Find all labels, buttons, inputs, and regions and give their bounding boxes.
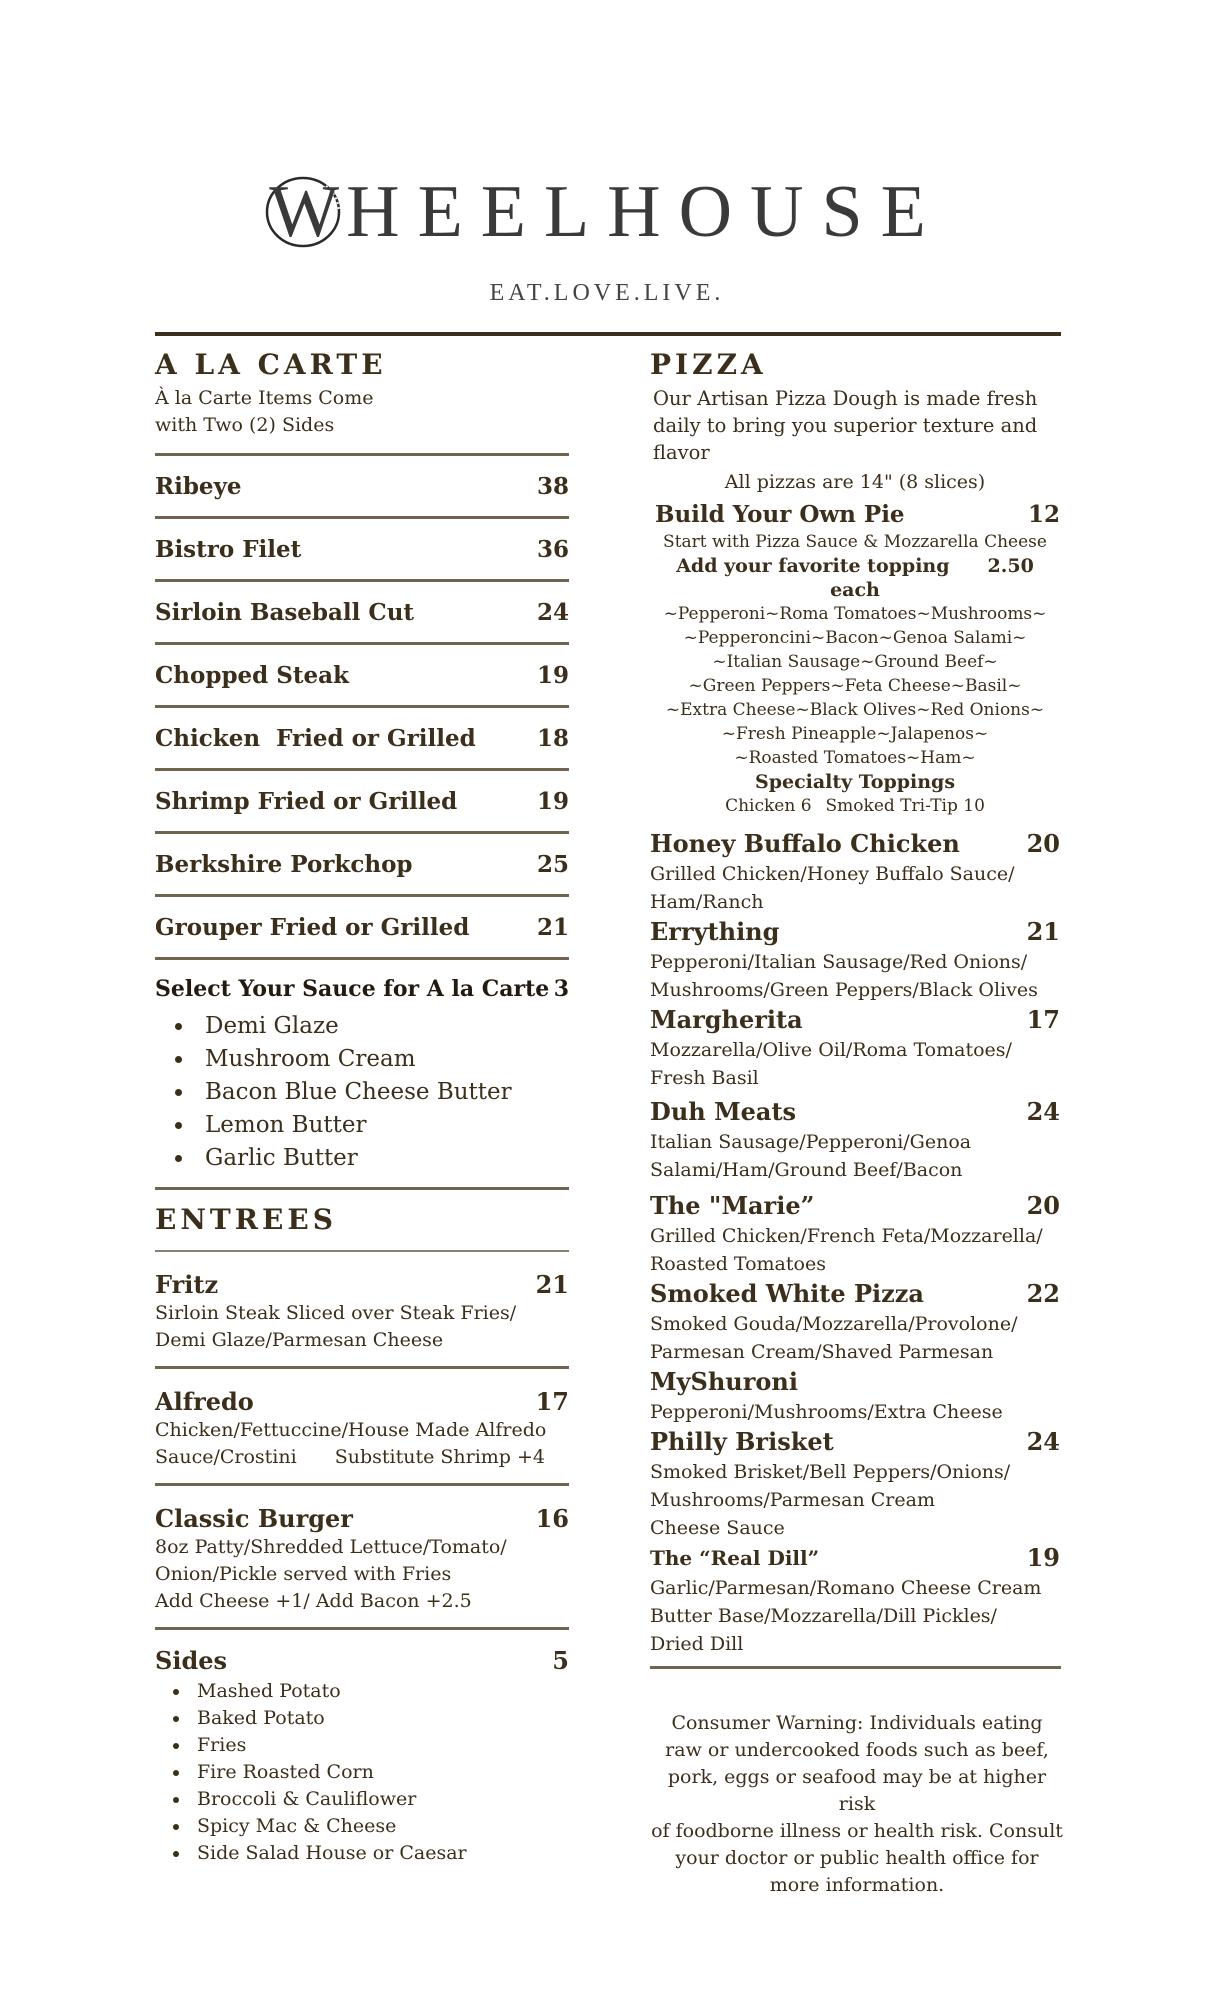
warning-line: of foodborne illness or health risk. Consult: [651, 1820, 1063, 1842]
item-name: Shrimp Fried or Grilled: [155, 787, 458, 815]
topping-line: ~Extra Cheese~Black Olives~Red Onions~: [665, 700, 1045, 720]
item-name: The "Marie”: [650, 1191, 815, 1220]
pizza-smoked-white: [650, 1278, 1060, 1366]
menu-item-sirloin: [155, 582, 569, 642]
sauce-label: Select Your Sauce for A la Carte: [155, 976, 550, 1002]
pizza-real-dill: [650, 1542, 1060, 1658]
warning-line: Consumer Warning: Individuals eating: [671, 1712, 1043, 1734]
byo-base: Start with Pizza Sauce & Mozzarella Cheese: [663, 532, 1047, 552]
sauce-option: • Bacon Blue Cheese Butter: [195, 1076, 569, 1109]
pizza-the-marie: [650, 1190, 1060, 1278]
specialty-topping: Smoked Tri-Tip 10: [825, 796, 985, 816]
pizza-margherita: [650, 1004, 1060, 1092]
menu-item-chicken: [155, 708, 569, 768]
entrees-title: ENTREES: [155, 1203, 337, 1236]
item-price: 20: [1026, 1191, 1060, 1220]
desc-line: Grilled Chicken/French Feta/Mozzarella/: [650, 1225, 1043, 1247]
item-price: 21: [535, 1270, 569, 1299]
sauce-option: • Demi Glaze: [195, 1010, 569, 1043]
desc-line: 8oz Patty/Shredded Lettuce/Tomato/: [155, 1536, 507, 1558]
pizza-intro: [650, 385, 1048, 466]
item-price: 17: [1026, 1005, 1060, 1034]
desc-line: Pepperoni/Italian Sausage/Red Onions/: [650, 951, 1028, 973]
sauce-selection-header: [155, 974, 569, 1004]
subtitle-line: with Two (2) Sides: [155, 414, 335, 436]
item-name: Alfredo: [155, 1387, 254, 1416]
divider: [155, 1187, 569, 1190]
build-your-own-header: [650, 500, 1060, 530]
item-name: The “Real Dill”: [650, 1546, 820, 1570]
desc-line: Sirloin Steak Sliced over Steak Fries/: [155, 1302, 517, 1324]
pizza-title: PIZZA: [650, 348, 767, 381]
topping-line: ~Pepperoncini~Bacon~Genoa Salami~: [683, 628, 1027, 648]
item-name: Fritz: [155, 1270, 219, 1299]
side-option: • Spicy Mac & Cheese: [191, 1813, 569, 1840]
pizza-size-note: All pizzas are 14" (8 slices): [724, 471, 986, 493]
restaurant-logo: [0, 172, 1214, 252]
entree-alfredo: [155, 1369, 569, 1483]
warning-line: more information.: [769, 1874, 945, 1896]
desc-line: Butter Base/Mozzarella/Dill Pickles/: [650, 1605, 997, 1627]
side-option: • Fire Roasted Corn: [191, 1759, 569, 1786]
desc-line: Garlic/Parmesan/Romano Cheese Cream: [650, 1577, 1042, 1599]
substitution-note: Substitute Shrimp +4: [334, 1446, 546, 1468]
item-price: 24: [1026, 1097, 1060, 1126]
menu-item-bistro-filet: [155, 519, 569, 579]
item-price: 36: [536, 535, 569, 563]
topping-price-line: [650, 554, 1060, 602]
item-description: [155, 1300, 569, 1354]
tagline: EAT.LOVE.LIVE.: [489, 280, 725, 306]
intro-line: flavor: [653, 441, 710, 464]
divider: [650, 1666, 1061, 1669]
desc-line: Fresh Basil: [650, 1067, 759, 1089]
pizza-errything: [650, 916, 1060, 1004]
item-price: 19: [536, 661, 569, 689]
desc-line: Roasted Tomatoes: [650, 1253, 826, 1275]
item-price: 21: [536, 913, 569, 941]
item-name: Sirloin Baseball Cut: [155, 598, 415, 626]
topping-line: ~Pepperoni~Roma Tomatoes~Mushrooms~: [663, 604, 1047, 624]
desc-line: Demi Glaze/Parmesan Cheese: [155, 1329, 444, 1351]
item-description: [155, 1417, 569, 1471]
left-column: [155, 345, 569, 1879]
side-option: • Broccoli & Cauliflower: [191, 1786, 569, 1813]
item-price: 19: [1026, 1543, 1060, 1572]
item-price: 18: [536, 724, 569, 752]
pizza-honey-buffalo-chicken: [650, 828, 1060, 916]
warning-line: raw or undercooked foods such as beef,: [665, 1739, 1049, 1761]
intro-line: Our Artisan Pizza Dough is made fresh: [653, 387, 1038, 410]
item-name: Errything: [650, 917, 780, 946]
specialty-topping: Chicken 6: [725, 796, 812, 816]
desc-line: Italian Sausage/Pepperoni/Genoa: [650, 1131, 972, 1153]
sauce-option: • Garlic Butter: [195, 1142, 569, 1175]
warning-line: your doctor or public health office for: [675, 1847, 1039, 1869]
specialty-toppings: [650, 794, 1060, 818]
menu-item-shrimp: [155, 771, 569, 831]
item-name: Ribeye: [155, 472, 242, 500]
menu-item-grouper: [155, 897, 569, 957]
menu-item-ribeye: [155, 456, 569, 516]
item-name: Margherita: [650, 1005, 803, 1034]
side-option: • Baked Potato: [191, 1705, 569, 1732]
specialty-toppings-label: Specialty Toppings: [754, 771, 956, 793]
item-name: Smoked White Pizza: [650, 1279, 924, 1308]
item-name: Grouper Fried or Grilled: [155, 913, 470, 941]
item-price: 19: [536, 787, 569, 815]
side-option: • Fries: [191, 1732, 569, 1759]
topping-line: ~Italian Sausage~Ground Beef~: [712, 652, 998, 672]
topping-label: Add your favorite topping: [676, 555, 950, 577]
item-price: 24: [1026, 1427, 1060, 1456]
sides-section: [155, 1630, 569, 1879]
menu-item-porkchop: [155, 834, 569, 894]
wheel-emblem-icon: [264, 172, 344, 252]
entree-fritz: [155, 1252, 569, 1366]
side-option: • Mashed Potato: [191, 1678, 569, 1705]
item-price: 21: [1026, 917, 1060, 946]
desc-line: Pepperoni/Mushrooms/Extra Cheese: [650, 1401, 1003, 1423]
desc-line: Sauce/Crostini: [155, 1446, 297, 1468]
item-price: 22: [1026, 1279, 1060, 1308]
topping-line: ~Green Peppers~Feta Cheese~Basil~: [688, 676, 1022, 696]
side-option: • Side Salad House or Caesar: [191, 1840, 569, 1867]
item-name: Duh Meats: [650, 1097, 797, 1126]
intro-line: daily to bring you superior texture and: [653, 414, 1038, 437]
sides-price: 5: [552, 1646, 569, 1675]
item-name: Build Your Own Pie: [655, 501, 905, 528]
sides-title: Sides: [155, 1646, 228, 1675]
divider: [155, 957, 569, 960]
desc-line: Parmesan Cream/Shaved Parmesan: [650, 1341, 994, 1363]
sides-options: [155, 1678, 569, 1867]
desc-line: Mushrooms/Parmesan Cream: [650, 1489, 935, 1511]
menu-item-chopped-steak: [155, 645, 569, 705]
a-la-carte-subtitle: [155, 385, 569, 439]
item-price: 16: [535, 1504, 569, 1533]
item-name: Chicken Fried or Grilled: [155, 724, 476, 752]
item-name: Chopped Steak: [155, 661, 349, 689]
sauce-option: • Mushroom Cream: [195, 1043, 569, 1076]
desc-line: Chicken/Fettuccine/House Made Alfredo: [155, 1419, 547, 1441]
sauce-options: [155, 1010, 569, 1175]
desc-line: Ham/Ranch: [650, 891, 764, 913]
entree-classic-burger: [155, 1486, 569, 1627]
item-price: 17: [535, 1387, 569, 1416]
a-la-carte-title: A LA CARTE: [155, 348, 387, 381]
pizza-philly-brisket: [650, 1426, 1060, 1542]
header-divider: [155, 332, 1061, 336]
item-name: Honey Buffalo Chicken: [650, 829, 960, 858]
item-description: [155, 1534, 569, 1615]
logo-wordmark: HEELHOUSE: [346, 171, 944, 253]
sauce-price: 3: [553, 976, 569, 1002]
item-name: Berkshire Porkchop: [155, 850, 413, 878]
desc-line: Mushrooms/Green Peppers/Black Olives: [650, 979, 1038, 1001]
desc-line: Smoked Brisket/Bell Peppers/Onions/: [650, 1461, 1011, 1483]
topping-line: ~Roasted Tomatoes~Ham~: [734, 748, 976, 768]
desc-line: Dried Dill: [650, 1633, 744, 1655]
desc-line: Onion/Pickle served with Fries: [155, 1563, 452, 1585]
subtitle-line: À la Carte Items Come: [155, 387, 374, 409]
warning-line: pork, eggs or seafood may be at higher risk: [667, 1766, 1047, 1815]
consumer-warning: [650, 1710, 1064, 1899]
sauce-option: • Lemon Butter: [195, 1109, 569, 1142]
item-name: Philly Brisket: [650, 1427, 834, 1456]
pizza-duh-meats: [650, 1096, 1060, 1184]
topping-line: ~Fresh Pineapple~Jalapenos~: [721, 724, 989, 744]
desc-line: Mozzarella/Olive Oil/Roma Tomatoes/: [650, 1039, 1012, 1061]
item-price: 20: [1026, 829, 1060, 858]
desc-line: Salami/Ham/Ground Beef/Bacon: [650, 1159, 963, 1181]
item-name: Bistro Filet: [155, 535, 302, 563]
logo-letter: W: [269, 171, 340, 253]
item-price: 38: [536, 472, 569, 500]
desc-line: Cheese Sauce: [650, 1517, 785, 1539]
item-name: Classic Burger: [155, 1504, 353, 1533]
right-column: [650, 345, 1060, 1669]
pizza-myshuroni: [650, 1366, 1060, 1426]
item-name: MyShuroni: [650, 1367, 798, 1396]
item-price: 12: [1027, 501, 1060, 528]
desc-line: Grilled Chicken/Honey Buffalo Sauce/: [650, 863, 1015, 885]
topping-price: 2.50 each: [830, 555, 1034, 601]
desc-line: Add Cheese +1/ Add Bacon +2.5: [155, 1590, 472, 1612]
item-price: 25: [536, 850, 569, 878]
desc-line: Smoked Gouda/Mozzarella/Provolone/: [650, 1313, 1018, 1335]
item-price: 24: [536, 598, 569, 626]
